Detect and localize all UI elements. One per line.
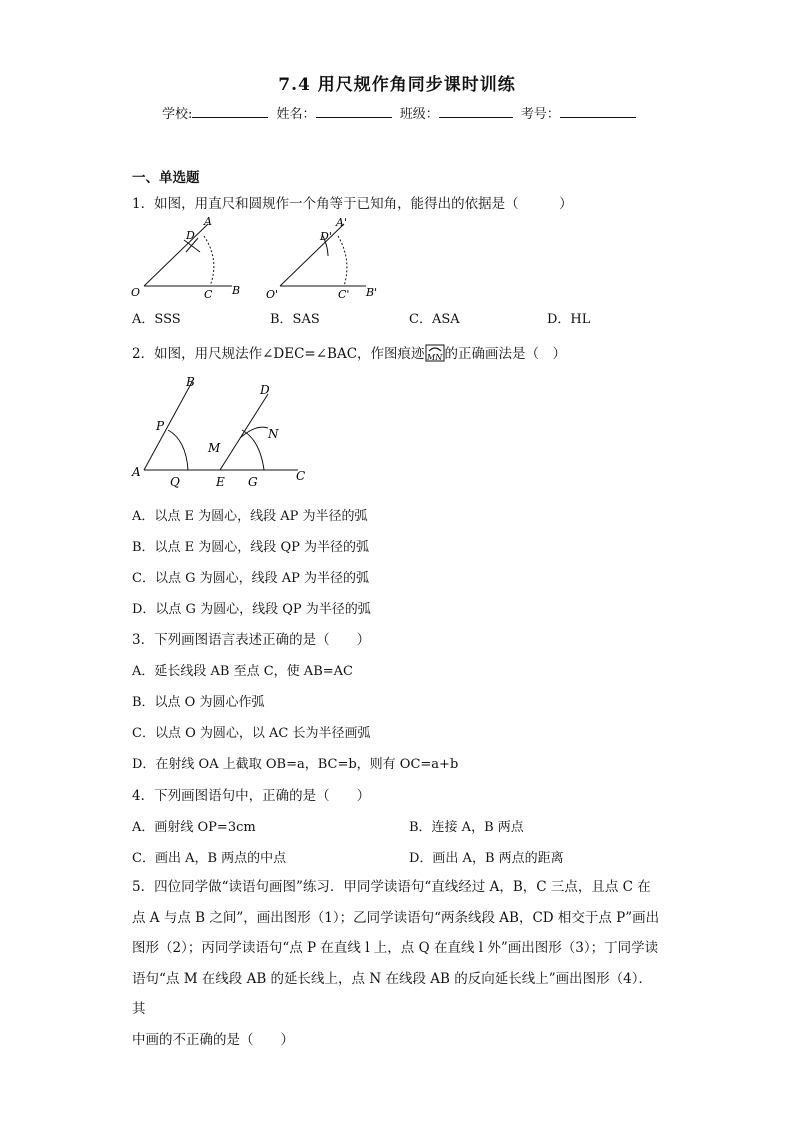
q1-label-b-prime: B' bbox=[366, 286, 378, 299]
q3-option-a: A．延长线段 AB 至点 C，使 AB=AC bbox=[132, 664, 353, 679]
page-title: 7.4 用尺规作角同步课时训练 bbox=[278, 75, 516, 95]
q5-paragraph bbox=[132, 872, 662, 1055]
q1-left-arc bbox=[204, 236, 214, 286]
q2-stem-before: 2．如图，用尺规法作∠DEC=∠BAC，作图痕迹 bbox=[132, 346, 425, 362]
q3-option-d: D．在射线 OA 上截取 OB=a，BC=b，则有 OC=a+b bbox=[132, 757, 459, 772]
q4-option-d: D．画出 A，B 两点的距离 bbox=[409, 851, 564, 866]
q1-option-a: A．SSS bbox=[132, 312, 181, 327]
exam-no-label: 考号： bbox=[520, 107, 560, 122]
q2-figure bbox=[128, 372, 318, 492]
q5-line-4: 语句“点 M 在线段 AB 的延长线上，点 N 在线段 AB 的反向延长线上”画出图形（4）．其 bbox=[132, 970, 652, 1017]
exam-no-blank bbox=[560, 105, 636, 118]
name-label: 姓名： bbox=[276, 107, 316, 122]
q1-label-c: C bbox=[204, 288, 213, 301]
arc-mn-symbol bbox=[425, 344, 445, 362]
student-info-row bbox=[162, 103, 640, 122]
q1-right-ray-oa bbox=[280, 224, 344, 286]
q5-line-5: 中画的不正确的是（ ） bbox=[132, 1031, 294, 1048]
q3-stem: 3．下列画图语言表述正确的是（ ） bbox=[132, 632, 371, 648]
q1-left-ray-oa bbox=[144, 224, 208, 286]
q2-option-c: C．以点 G 为圆心，线段 AP 为半径的弧 bbox=[132, 571, 369, 586]
q2-label-d: D bbox=[260, 383, 270, 397]
q2-option-a: A．以点 E 为圆心，线段 AP 为半径的弧 bbox=[132, 509, 368, 524]
q1-option-c: C．ASA bbox=[409, 312, 460, 327]
section-title: 一、单选题 bbox=[132, 170, 200, 186]
q2-label-p: P bbox=[156, 419, 165, 433]
q2-label-a: A bbox=[132, 465, 141, 479]
q2-label-g: G bbox=[248, 475, 258, 489]
q5-line-3: 图形（2）；丙同学读语句“点 P 在直线 l 上，点 Q 在直线 l 外”画出图形（3）；丁同学读 bbox=[132, 940, 659, 956]
q1-label-d: D bbox=[186, 229, 195, 242]
q1-label-b: B bbox=[232, 284, 241, 297]
q2-label-n: N bbox=[268, 427, 279, 441]
q2-option-b: B．以点 E 为圆心，线段 QP 为半径的弧 bbox=[132, 540, 369, 555]
school-label: 学校: bbox=[162, 107, 193, 122]
q5-line-2: 点 A 与点 B 之间”，画出图形（1）；乙同学读语句“两条线段 AB，CD 相交于点 P”画出 bbox=[132, 909, 660, 926]
q2-label-b: B bbox=[186, 375, 195, 389]
class-blank bbox=[439, 105, 513, 118]
q1-right-arc bbox=[338, 236, 347, 286]
q5-line-1: 5．四位同学做“读语句画图”练习．甲同学读语句“直线经过 A，B，C 三点，且点 C 在 bbox=[132, 879, 651, 895]
q2-ray-ab bbox=[144, 382, 192, 470]
name-blank bbox=[316, 105, 392, 118]
q2-option-d: D．以点 G 为圆心，线段 QP 为半径的弧 bbox=[132, 602, 371, 617]
q4-option-c: C．画出 A，B 两点的中点 bbox=[132, 851, 287, 866]
q1-stem: 1．如图，用直尺和圆规作一个角等于已知角，能得出的依据是（ ） bbox=[132, 196, 573, 212]
q2-label-c: C bbox=[296, 469, 306, 483]
q2-arc-g bbox=[242, 430, 264, 470]
q2-stem-after: 的正确画法是（ ） bbox=[444, 346, 567, 362]
arc-mn-label: MN bbox=[426, 353, 442, 362]
q1-option-d: D．HL bbox=[547, 312, 591, 327]
q1-label-o: O bbox=[131, 286, 141, 299]
q1-label-o-prime: O' bbox=[266, 288, 279, 301]
q1-label-c-prime: C' bbox=[338, 288, 350, 301]
q2-label-m: M bbox=[208, 441, 221, 455]
q1-option-b: B．SAS bbox=[270, 312, 320, 327]
q2-label-q: Q bbox=[170, 475, 180, 489]
q2-arc-pq bbox=[168, 430, 188, 470]
q4-option-b: B．连接 A，B 两点 bbox=[409, 820, 524, 835]
q1-label-d-prime: D' bbox=[320, 230, 332, 243]
q2-label-e: E bbox=[216, 475, 225, 489]
q1-label-a-prime: A' bbox=[336, 216, 347, 229]
q3-option-b: B．以点 O 为圆心作弧 bbox=[132, 695, 265, 710]
q2-stem bbox=[132, 342, 566, 362]
q1-figure bbox=[128, 212, 388, 304]
q2-ray-ed bbox=[220, 394, 268, 470]
q1-label-a: A bbox=[204, 215, 212, 228]
school-blank bbox=[192, 105, 268, 118]
q3-option-c: C．以点 O 为圆心，以 AC 长为半径画弧 bbox=[132, 726, 371, 741]
q4-option-a: A．画射线 OP=3cm bbox=[132, 820, 256, 835]
q4-stem: 4．下列画图语句中，正确的是（ ） bbox=[132, 788, 371, 804]
class-label: 班级： bbox=[399, 107, 439, 122]
